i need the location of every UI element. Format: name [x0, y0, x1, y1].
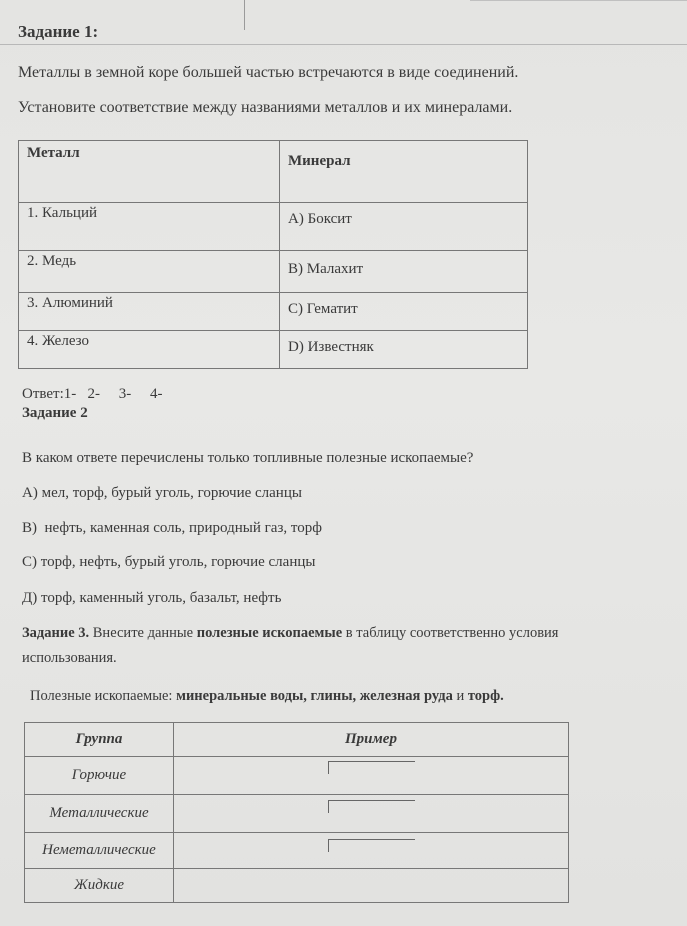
- task3-list-label: Полезные ископаемые:: [30, 688, 177, 704]
- task2-option-a: А) мел, торф, бурый уголь, горючие сланцы: [22, 485, 302, 501]
- table-row: [25, 795, 569, 833]
- table-row: [25, 833, 569, 869]
- task2-option-c: С) торф, нефть, бурый уголь, горючие сланцы: [22, 554, 316, 570]
- task2-option-d: Д) торф, каменный уголь, базальт, нефть: [22, 590, 282, 606]
- header-rule-top: [470, 0, 687, 1]
- answer-bracket: [328, 839, 415, 852]
- task2-title: Задание 2: [22, 405, 88, 421]
- table-row: [19, 331, 528, 369]
- group-cell: Металлические: [25, 795, 174, 833]
- metal-cell: 4. Железо: [19, 331, 280, 369]
- header-example: Пример: [174, 723, 569, 757]
- metal-cell: 2. Медь: [19, 251, 280, 293]
- group-cell: Жидкие: [25, 869, 174, 903]
- task3-list-and: и: [452, 688, 468, 704]
- task3-instruction-line2: использования.: [22, 650, 117, 666]
- task1-table: [18, 140, 528, 369]
- mineral-cell: С) Гематит: [280, 293, 528, 331]
- header-metal: Металл: [19, 141, 280, 203]
- mineral-cell: А) Боксит: [280, 203, 528, 251]
- task3-instruction: [22, 625, 558, 642]
- task3-title: Задание 3.: [22, 625, 90, 641]
- table-header-row: [25, 723, 569, 757]
- group-cell: Неметаллические: [25, 833, 174, 869]
- table-row: [19, 203, 528, 251]
- task2-question: В каком ответе перечислены только топливные полезные ископаемые?: [22, 450, 474, 466]
- task3-list: [30, 688, 504, 705]
- answer-bracket: [328, 800, 415, 813]
- header-divider: [244, 0, 245, 30]
- table-header-row: [19, 141, 528, 203]
- group-cell: Горючие: [25, 757, 174, 795]
- task2-option-b: В) нефть, каменная соль, природный газ, торф: [22, 520, 322, 536]
- table-row: [25, 757, 569, 795]
- task3-text-a: Внесите данные: [89, 625, 197, 641]
- table-row: [19, 293, 528, 331]
- task3-text-c: в таблицу соответственно условия: [342, 625, 559, 641]
- task3-text-bold: полезные ископаемые: [196, 625, 343, 641]
- example-cell: [174, 869, 569, 903]
- header-group: Группа: [25, 723, 174, 757]
- metal-cell: 3. Алюминий: [19, 293, 280, 331]
- mineral-cell: D) Известняк: [280, 331, 528, 369]
- task1-title: Задание 1:: [18, 22, 99, 41]
- metal-cell: 1. Кальций: [19, 203, 280, 251]
- task3-table: [24, 722, 569, 903]
- task1-line2: Установите соответствие между названиями металлов и их минералами.: [18, 99, 513, 116]
- task3-list-last: торф.: [467, 688, 504, 704]
- answer-bracket: [328, 761, 415, 774]
- table-row: [25, 869, 569, 903]
- mineral-cell: В) Малахит: [280, 251, 528, 293]
- task1-answer: Ответ:1- 2- 3- 4-: [22, 386, 163, 402]
- task1-line1: Металлы в земной коре большей частью встречаются в виде соединений.: [18, 64, 519, 81]
- header-mineral: Минерал: [280, 141, 528, 203]
- table-row: [19, 251, 528, 293]
- task3-list-items: минеральные воды, глины, железная руда: [176, 688, 453, 704]
- header-rule: [0, 44, 687, 45]
